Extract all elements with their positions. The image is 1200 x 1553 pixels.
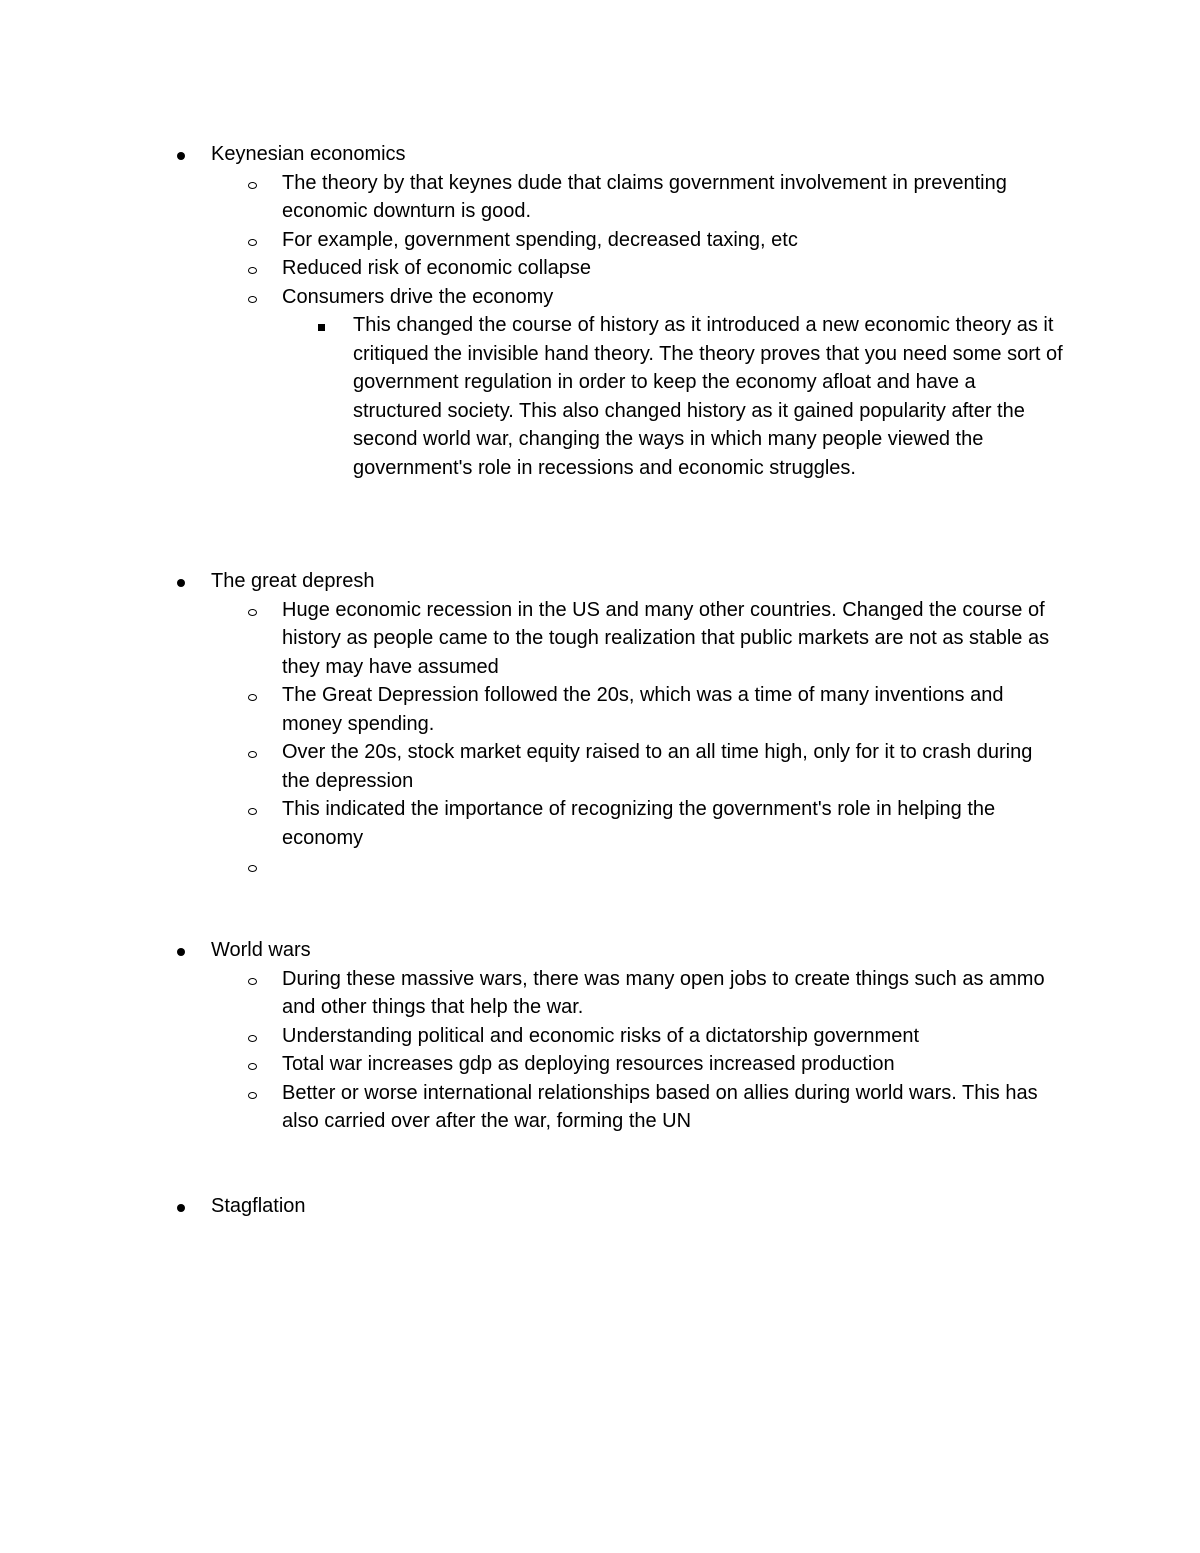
list-item-text: The Great Depression followed the 20s, which was a time of many inventions and money spending. [282, 684, 1004, 735]
list-item-text: Huge economic recession in the US and many other countries. Changed the course of history as people came to the tough realization that public markets are not as stable as they may have assumed [282, 598, 1050, 678]
section-great-depression [0, 567, 1200, 881]
list-item [0, 1022, 1062, 1051]
list-item-text: Reduced risk of economic collapse [282, 257, 592, 279]
list-item [0, 795, 1062, 852]
bullet-circle-icon [248, 609, 257, 616]
list-item [0, 1050, 1062, 1079]
list-item-text: Consumers drive the economy [282, 285, 554, 308]
list-item-text: Understanding political and economic risks of a dictatorship government [282, 1024, 920, 1047]
list-item [0, 596, 1062, 682]
list-item [0, 738, 1062, 795]
bullet-circle-icon [248, 694, 257, 701]
list-item-text [282, 852, 1062, 881]
list-item [0, 283, 1062, 312]
bullet-circle-icon [248, 182, 257, 189]
bullet-circle-icon [248, 808, 257, 815]
section-title: World wars [211, 939, 311, 961]
section-stagflation [0, 1192, 1200, 1221]
list-item [0, 965, 1062, 1022]
bullet-disc-icon [177, 152, 185, 160]
section-world-wars [0, 936, 1200, 1136]
list-item [0, 140, 1200, 169]
bullet-circle-icon [248, 267, 257, 274]
section-title: Keynesian economics [211, 143, 406, 165]
list-item-text: For example, government spending, decreased taxing, etc [282, 228, 798, 251]
list-item-text: During these massive wars, there was many open jobs to create things such as ammo and other things that help the war. [282, 967, 1045, 1018]
list-item-text: Total war increases gdp as deploying resources increased production [282, 1053, 895, 1075]
list-item [0, 169, 1062, 226]
list-item [0, 226, 1062, 255]
list-item-text: Over the 20s, stock market equity raised to an all time high, only for it to crash during the depression [282, 741, 1033, 792]
bullet-circle-icon [248, 1035, 257, 1042]
list-item [0, 1079, 1062, 1136]
section-title: The great depresh [211, 570, 375, 592]
list-item-text: Better or worse international relationships based on allies during world wars. This has also carried over after the war, forming the UN [282, 1081, 1038, 1132]
bullet-circle-icon [248, 1063, 257, 1070]
list-item-text: This indicated the importance of recognizing the government's role in helping the economy [282, 798, 996, 849]
bullet-square-icon [318, 324, 325, 331]
section-title: Stagflation [211, 1195, 306, 1217]
list-item [0, 681, 1062, 738]
list-item [0, 567, 1200, 596]
bullet-circle-icon [248, 978, 257, 985]
bullet-disc-icon [177, 1204, 185, 1212]
section-keynesian [0, 140, 1200, 482]
list-item [0, 254, 1062, 283]
list-item-text: The theory by that keynes dude that claims government involvement in preventing economic downturn is good. [282, 171, 1007, 222]
bullet-disc-icon [177, 579, 185, 587]
bullet-circle-icon [248, 865, 257, 872]
list-item [0, 311, 1063, 482]
list-item [0, 852, 1062, 881]
list-item [0, 1192, 1200, 1221]
bullet-circle-icon [248, 751, 257, 758]
bullet-circle-icon [248, 1092, 257, 1099]
list-item [0, 936, 1200, 965]
bullet-circle-icon [248, 239, 257, 246]
list-item-text: This changed the course of history as it introduced a new economic theory as it critiqued the invisible hand theory. The theory proves that you need some sort of government regulation in order to keep the economy afloat and have a structured society. This also changed history as it gained popularity after the second world war, changing the ways in which many people viewed the government's role in recessions and economic struggles. [353, 314, 1063, 479]
bullet-circle-icon [248, 296, 257, 303]
bullet-disc-icon [177, 948, 185, 956]
